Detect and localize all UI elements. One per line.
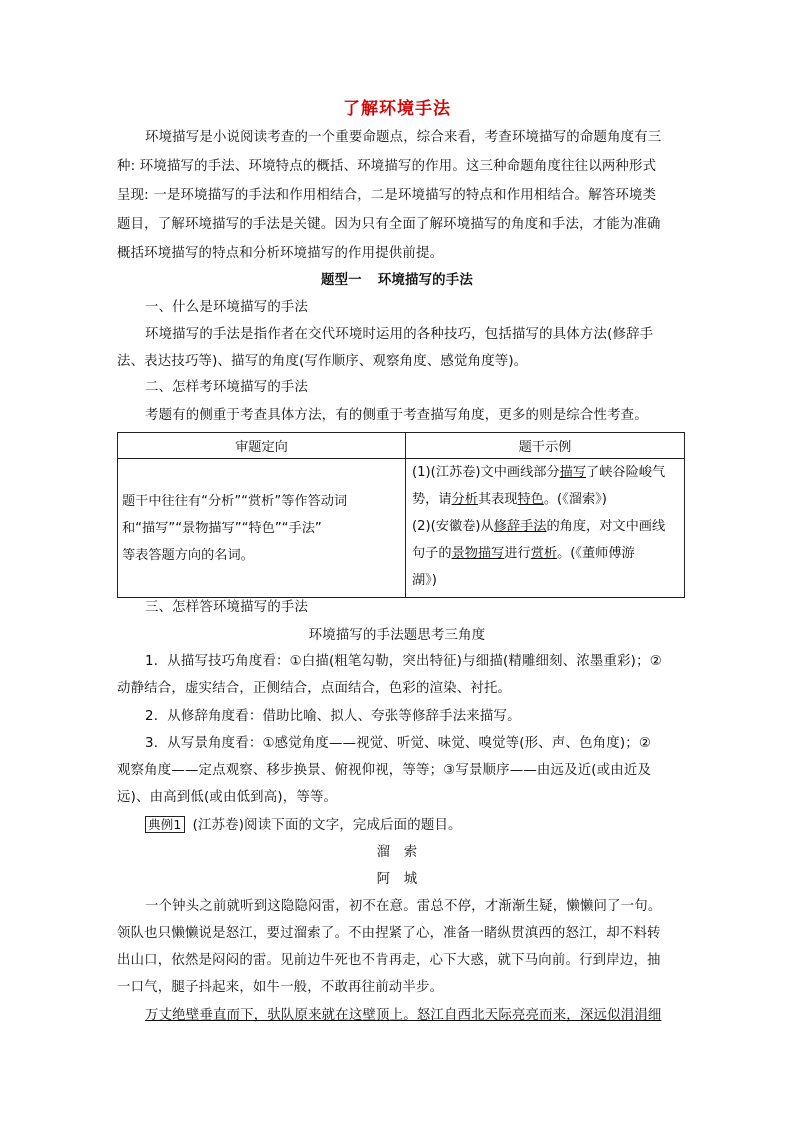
section-title-number: 题型一 bbox=[321, 273, 362, 288]
section-title-text: 环境描写的手法 bbox=[377, 273, 473, 288]
q1-body-line: 法、表达技巧等)、描写的角度(写作顺序、观察角度、感觉角度等)。 bbox=[117, 354, 528, 369]
table-cell-approach bbox=[118, 459, 406, 598]
angle-line: 2．从修辞角度看：借助比喻、拟人、夸张等修辞手法来描写。 bbox=[145, 709, 521, 724]
example-line: 势，请分析其表现特色。(《溜索》) bbox=[412, 492, 607, 507]
page-title: 了解环境手法 bbox=[343, 99, 451, 119]
intro-line: 概括环境描写的特点和分析环境描写的作用提供前提。 bbox=[117, 246, 444, 261]
intro-line: 题目，了解环境描写的手法是关键。因为只有全面了解环境描写的角度和手法，才能为准确 bbox=[117, 217, 661, 232]
story-line: 一个钟头之前就听到这隐隐闷雷，初不在意。雷总不停，才渐渐生疑，懒懒问了一句。 bbox=[145, 899, 662, 914]
table-cell-examples bbox=[406, 459, 685, 598]
example-text: (江苏卷)阅读下面的文字，完成后面的题目。 bbox=[192, 818, 462, 833]
q2-heading: 二、怎样考环境描写的手法 bbox=[145, 380, 309, 395]
intro-line: 种: 环境描写的手法、环境特点的概括、环境描写的作用。这三种命题角度往往以两种形式 bbox=[117, 159, 657, 174]
story-line: 领队也只懒懒说是怒江，要过溜索了。不由捏紧了心，准备一睹纵贯滇西的怒江，却不料转 bbox=[117, 926, 661, 941]
angle-line: 3．从写景角度看：①感觉角度——视觉、听觉、味觉、嗅觉等(形、声、色角度)；② bbox=[145, 736, 652, 751]
table-header-approach: 审题定向 bbox=[118, 433, 406, 459]
intro-line: 呈现: 一是环境描写的手法和作用相结合，二是环境描写的特点和作用相结合。解答环境类 bbox=[117, 188, 657, 203]
angle-line: 观察角度——定点观察、移步换景、俯视仰视，等等；③写景顺序——由远及近(或由近及 bbox=[117, 763, 652, 778]
q1-body-line: 环境描写的手法是指作者在交代环境时运用的各种技巧，包括描写的具体方法(修辞手 bbox=[145, 327, 654, 342]
intro-line: 环境描写是小说阅读考查的一个重要命题点，综合来看，考查环境描写的命题角度有三 bbox=[145, 130, 662, 145]
table-header-examples: 题干示例 bbox=[406, 433, 685, 459]
angle-line: 远)、由高到低(或由低到高)，等等。 bbox=[117, 790, 338, 805]
example-label: 典例1 bbox=[145, 816, 185, 833]
exam-table bbox=[117, 432, 685, 598]
story-line: 出山口，依然是闷闷的雷。见前边牛死也不肯再走，心下大惑，就下马向前。行到岸边，抽 bbox=[117, 953, 661, 968]
example-line: 湖》) bbox=[412, 573, 437, 588]
example-line: 句子的景物描写进行赏析。(《董师傅游 bbox=[412, 546, 635, 561]
story-line: 一口气，腿子抖起来，如牛一般，不敢再往前动半步。 bbox=[117, 980, 444, 995]
angle-line: 动静结合，虚实结合，正侧结合，点面结合，色彩的渲染、衬托。 bbox=[117, 681, 512, 696]
q1-heading: 一、什么是环境描写的手法 bbox=[145, 300, 309, 315]
angle-line: 1．从描写技巧角度看：①白描(粗笔勾勒，突出特征)与细描(精雕细刻、浓墨重彩)；② bbox=[145, 654, 662, 669]
story-line-underlined: 万丈绝壁垂直而下，驮队原来就在这壁顶上。怒江自西北天际亮亮而来，深远似涓涓细 bbox=[145, 1008, 662, 1023]
q2-body: 考题有的侧重于考查具体方法，有的侧重于考查描写角度，更多的则是综合性考查。 bbox=[145, 408, 648, 423]
example-intro bbox=[145, 815, 462, 836]
story-title: 溜 索 bbox=[376, 845, 418, 860]
example-line: (2)(安徽卷)从修辞手法的角度，对文中画线 bbox=[412, 519, 666, 534]
example-line: (1)(江苏卷)文中画线部分描写了峡谷险峻气 bbox=[412, 465, 666, 480]
q3-heading: 三、怎样答环境描写的手法 bbox=[145, 600, 309, 615]
story-author: 阿 城 bbox=[376, 872, 418, 887]
approach-line: 等表答题方向的名词。 bbox=[122, 547, 254, 563]
q3-subtitle: 环境描写的手法题思考三角度 bbox=[308, 628, 486, 643]
approach-line: 题干中往往有“分析”“赏析”等作答动词 bbox=[122, 493, 348, 509]
approach-line: 和“描写”“景物描写”“特色”“手法” bbox=[122, 520, 322, 536]
section-title bbox=[0, 271, 794, 291]
